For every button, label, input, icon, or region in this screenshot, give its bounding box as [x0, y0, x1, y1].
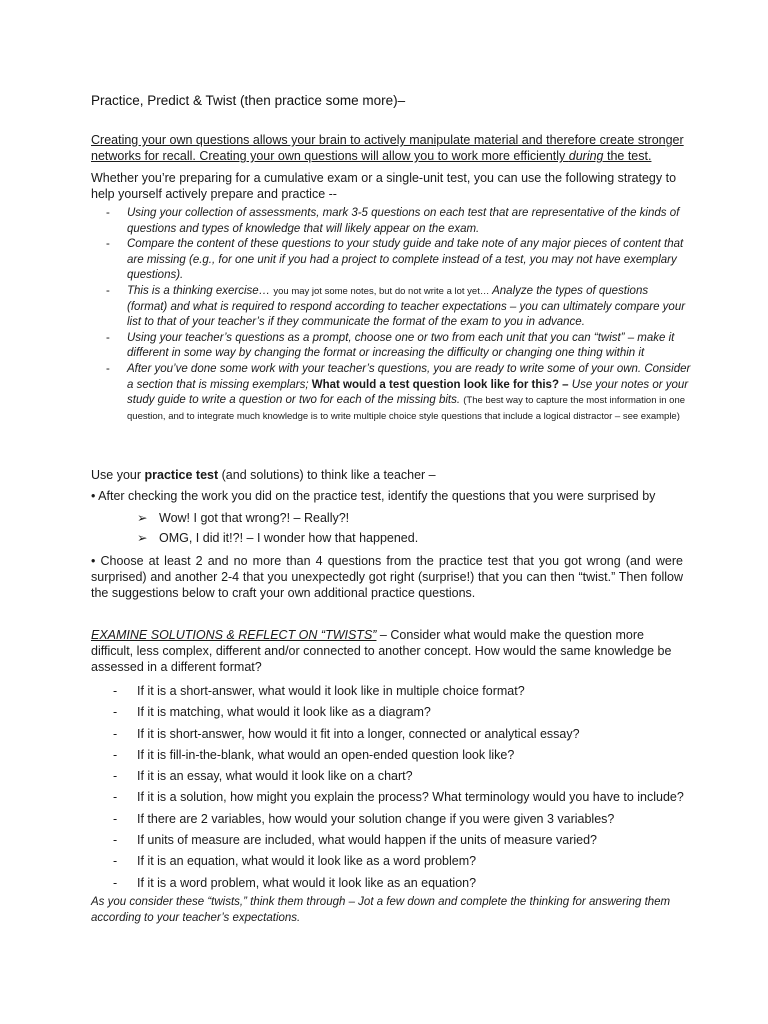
twist-text: If it is a short-answer, what would it look like in multiple choice format?	[137, 684, 525, 698]
twist-text: If it is a solution, how might you explain the process? What terminology would you have to include?	[137, 790, 684, 805]
dash-marker: -	[113, 875, 118, 890]
twist-item	[113, 873, 684, 894]
practice-post: (and solutions) to think like a teacher –	[218, 468, 436, 482]
twist-item	[113, 830, 684, 851]
strategy-item-text: Using your collection of assessments, mark 3-5 questions on each test that are representative of the kinds of questions and types of knowledge that will likely appear on the exam.	[127, 207, 680, 235]
intro-emphasis: during	[568, 149, 604, 163]
strategy-list	[106, 206, 691, 424]
strategy-item-text: Compare the content of these questions to your study guide and take note of any major pieces of content that are missing (e.g., for one unit if you had a project to complete instead of a test, you may not have exemplary questions).	[127, 238, 684, 282]
dash-marker: -	[113, 811, 118, 826]
dash-marker: -	[113, 684, 118, 698]
twist-item	[113, 851, 684, 872]
dash-marker: -	[113, 790, 118, 805]
twist-text: If it is short-answer, how would it fit into a longer, connected or analytical essay?	[137, 726, 580, 741]
dash-marker: -	[106, 284, 110, 297]
preparation-paragraph: Whether you’re preparing for a cumulative exam or a single-unit test, you can use the following strategy to help yourself actively prepare and practice --	[91, 171, 677, 201]
examine-text: – Consider what would make the question more difficult, less complex, different and/or connected to another concept. How would the same knowledge be assessed in a different format?	[91, 628, 672, 674]
dash-marker: -	[106, 207, 110, 219]
examine-paragraph	[91, 627, 683, 675]
examine-heading: EXAMINE SOLUTIONS & REFLECT ON “TWISTS”	[91, 628, 377, 642]
practice-pre: Use your	[91, 468, 145, 482]
dash-marker: -	[106, 362, 110, 375]
strategy-item	[106, 362, 691, 424]
strategy-item	[106, 237, 691, 284]
twist-text: If there are 2 variables, how would your solution change if you were given 3 variables?	[137, 811, 615, 826]
strategy-item-text: Analyze the types of questions (format) and what is required to respond according to teacher expectations – you can ultimately compare your list to that of your teacher’s if they communicate the format of the exam to you in advance.	[127, 284, 686, 329]
strategy-item-text: Use your notes or your study guide to write a question or two for each of the missing bits.	[127, 378, 689, 407]
dash-marker: -	[113, 854, 118, 869]
practice-test-line	[91, 467, 436, 483]
twist-item	[113, 724, 684, 745]
twist-text: If it is matching, what would it look like as a diagram?	[137, 705, 431, 720]
intro-text-1: Creating your own questions allows your brain to actively manipulate material and therefore create stronger networks for recall. Creating your own questions will allow you to work more efficiently	[91, 133, 684, 163]
intro-text-2: the test.	[603, 149, 652, 163]
twist-text: If units of measure are included, what would happen if the units of measure varied?	[137, 833, 597, 848]
twist-list	[113, 681, 684, 894]
dash-marker: -	[113, 705, 118, 720]
twist-item	[113, 787, 684, 808]
strategy-item-small-note: (The best way to capture the most information in one question, and to integrate much knowledge is to write multiple choice style questions that include a logical distractor – see example)	[127, 395, 686, 422]
twist-text: If it is fill-in-the-blank, what would an open-ended question look like?	[137, 747, 515, 762]
strategy-item-text: After you’ve done some work with your teacher’s questions, you are ready to write some of your own. Consider a section that is missing exemplars;	[127, 362, 691, 391]
page-title: Practice, Predict & Twist (then practice some more)–	[91, 93, 406, 108]
bullet-identify: • After checking the work you did on the practice test, identify the questions that you were surprised by	[91, 489, 656, 503]
strategy-item-text: This is a thinking exercise…	[127, 284, 274, 297]
twist-text: If it is an essay, what would it look like on a chart?	[137, 769, 413, 784]
reaction-item	[137, 508, 418, 528]
strategy-item-text: Using your teacher’s questions as a prompt, choose one or two from each unit that you can “twist” – make it different in some way by changing the format or increasing the difficulty or changing one thing within it	[127, 331, 675, 360]
reaction-text: Wow! I got that wrong?! – Really?!	[159, 511, 350, 525]
dash-marker: -	[106, 238, 110, 251]
twist-item	[113, 809, 684, 830]
reaction-item	[137, 528, 418, 548]
strategy-item	[106, 331, 691, 362]
strategy-item	[106, 206, 691, 237]
dash-marker: -	[113, 769, 118, 784]
strategy-item	[106, 284, 691, 331]
twist-item	[113, 702, 684, 723]
twist-text: If it is an equation, what would it look like as a word problem?	[137, 854, 477, 869]
bullet-choose: • Choose at least 2 and no more than 4 questions from the practice test that you got wrong (and were surprised) and another 2-4 that you unexpectedly got right (surprise!) that you can then “twist.” Then follow the suggestions below to craft your own additional practice questions.	[91, 554, 683, 600]
arrow-bullet-icon: ➢	[137, 511, 148, 525]
practice-test-bold: practice test	[144, 468, 219, 482]
reaction-text: OMG, I did it!?! – I wonder how that happened.	[159, 531, 419, 545]
twist-item	[113, 745, 684, 766]
intro-paragraph	[91, 132, 691, 164]
dash-marker: -	[113, 833, 118, 848]
arrow-bullet-icon: ➢	[137, 531, 148, 545]
twist-text: If it is a word problem, what would it look like as an equation?	[137, 875, 477, 890]
dash-marker: -	[113, 726, 118, 741]
twist-item	[113, 766, 684, 787]
dash-marker: -	[106, 331, 110, 344]
dash-marker: -	[113, 747, 118, 762]
reaction-list	[137, 508, 418, 548]
twist-item	[113, 681, 684, 702]
closing-note: As you consider these “twists,” think them through – Jot a few down and complete the thinking for answering them according to your teacher’s expectations.	[91, 896, 671, 924]
strategy-item-bold-question: What would a test question look like for this? –	[311, 378, 569, 391]
strategy-item-small-note: you may jot some notes, but do not write a lot yet…	[273, 285, 490, 297]
